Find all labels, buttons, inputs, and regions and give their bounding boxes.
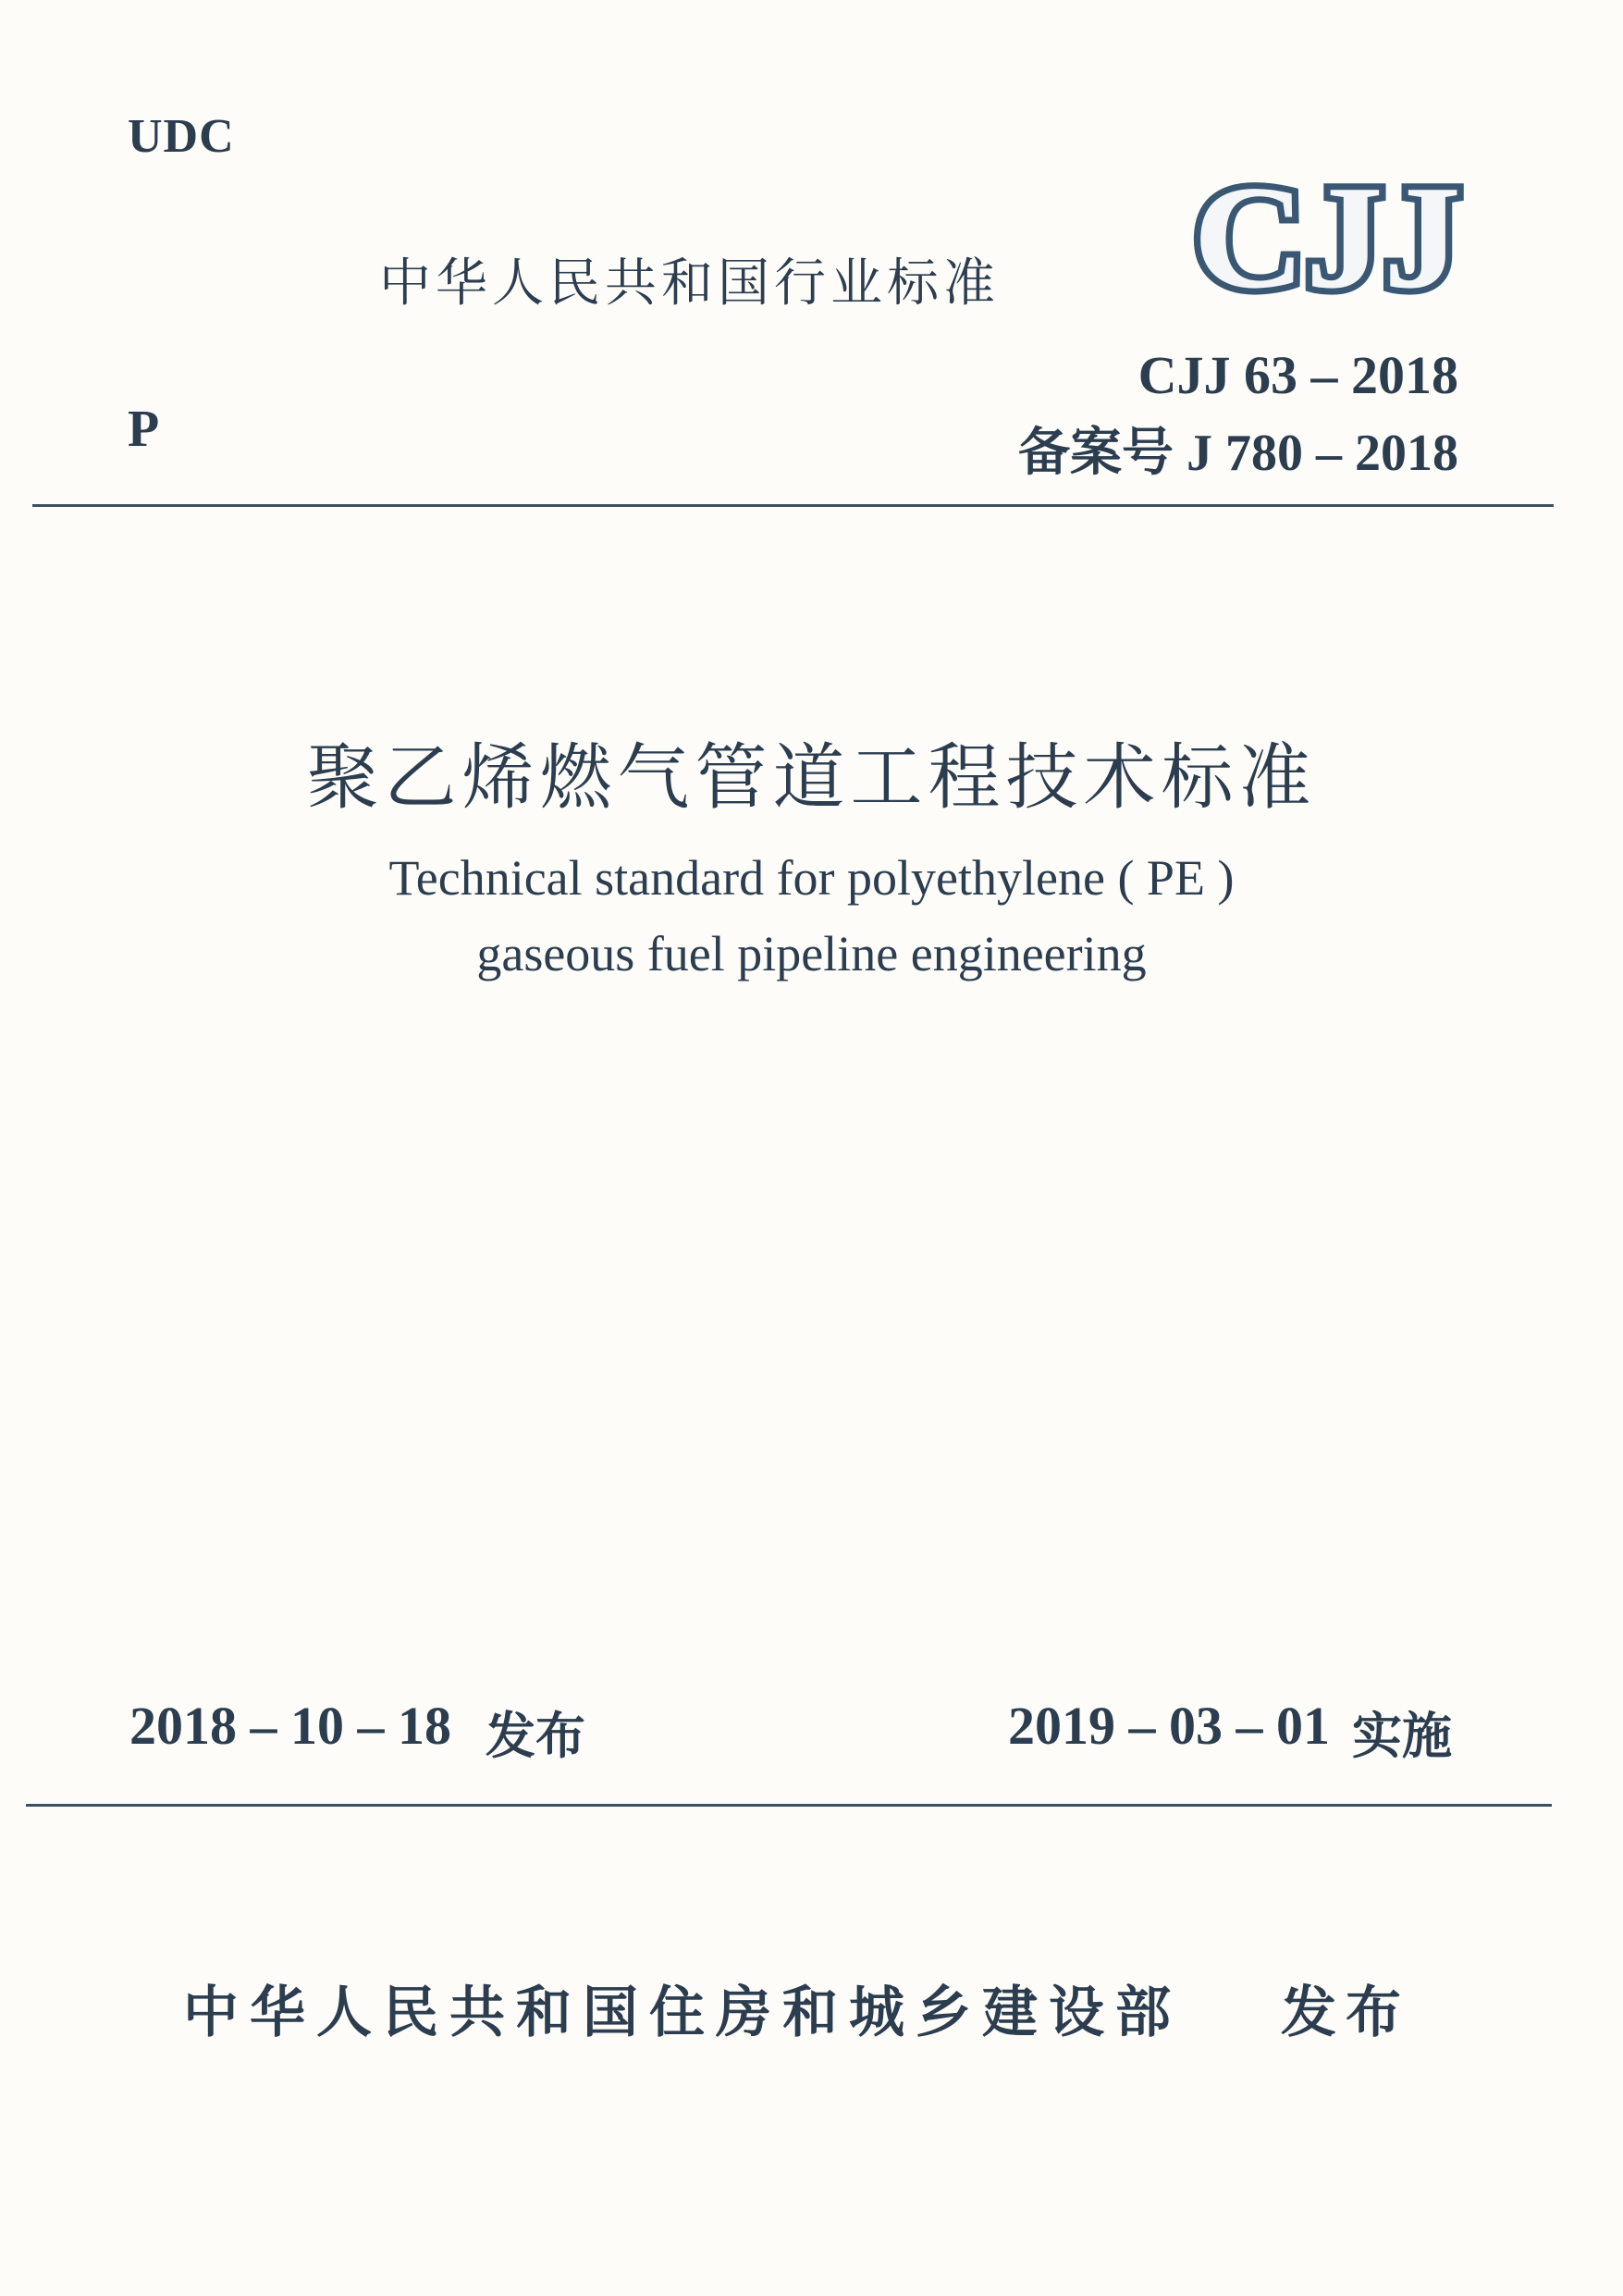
standard-code: CJJ 63 – 2018 <box>1137 345 1458 405</box>
record-number: 备案号 J 780 – 2018 <box>1018 425 1458 482</box>
title-chinese: 聚乙烯燃气管道工程技术标准 <box>306 736 1317 820</box>
classification-label: P <box>128 401 160 458</box>
cjj-logo-text: CJJ <box>1193 168 1461 307</box>
ministry-publish-label: 发布 <box>1281 1981 1410 2045</box>
implementation-date: 2019 – 03 – 01 <box>1008 1696 1330 1756</box>
title-english-line-2: gaseous fuel pipeline engineering <box>476 926 1147 981</box>
udc-label: UDC <box>128 110 235 163</box>
cjj-logo <box>1188 168 1466 307</box>
industry-standard-heading: 中华人民共和国行业标准 <box>379 253 1000 314</box>
title-english-line-1: Technical standard for polyethylene ( PE ) <box>388 850 1235 906</box>
top-divider <box>32 504 1554 507</box>
implementation-label: 实施 <box>1352 1707 1452 1765</box>
issue-date: 2018 – 10 – 18 <box>129 1696 451 1756</box>
issue-label: 发布 <box>486 1707 585 1765</box>
bottom-divider <box>26 1804 1552 1807</box>
publishing-ministry: 中华人民共和国住房和城乡建设部 <box>183 1981 1182 2045</box>
